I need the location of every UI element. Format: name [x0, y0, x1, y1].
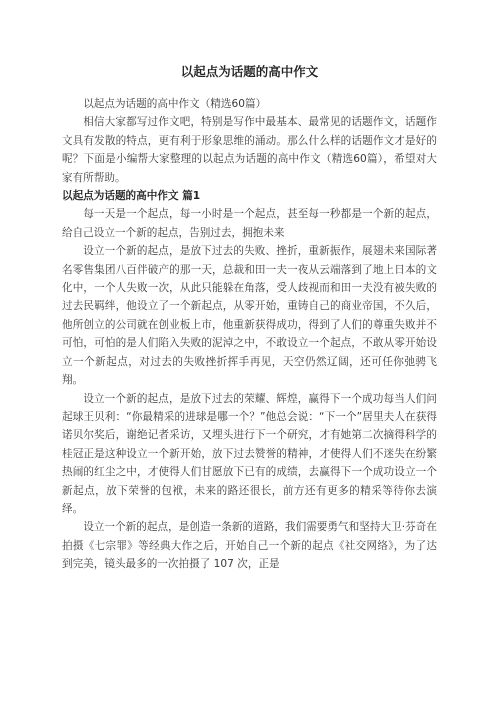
paragraph: 设立一个新的起点，是放下过去的失败、挫折，重新振作，展翅未来国际著名零售集团八百伴破产的那一天，总裁和田一夫一夜从云端落到了地上日本的文化中，一个人失败一次，从此只能躲在角落，受人歧视而和田一夫没有被失败的过去民羁绊，他设立了一个新起点，从零开始，重铸自己的商业帝国，不久后，他所创立的公司就在创业板上市，他重新获得成功，得到了人们的尊重失败并不可怕，可怕的是人们陷入失败的泥淖之中，不敢设立一个起点，不敢从零开始设立一个新起点，对过去的失败挫折挥手再见，天空仍然辽阔，还可任你弛骋飞翔。 [62, 245, 437, 387]
paragraph: 相信大家都写过作文吧，特别是写作中最基本、最常见的话题作文，话题作文具有发散的特点，更有利于形象思维的涌动。那么什么样的话题作文才是好的呢？下面是小编帮大家整理的以起点为话题的高中作文（精选60篇），希望对大家有所帮助。 [62, 116, 437, 184]
paragraph: 以起点为话题的高中作文（精选60篇） [83, 98, 267, 110]
section-heading: 以起点为话题的高中作文 篇1 [62, 190, 201, 203]
paragraph: 设立一个新的起点，是创造一条新的道路，我们需要勇气和坚持大卫·芬奇在拍摄《七宗罪》等经典大作之后，开始自己一个新的起点《社交网络》，为了达到完美，镜头最多的一次拍摄了 107 次，正是 [62, 521, 437, 571]
document-body [62, 95, 437, 574]
paragraph: 每一天是一个起点，每一小时是一个起点，甚至每一秒都是一个新的起点，给自己设立一个新的起点，告别过去，拥抱未来 [62, 208, 437, 239]
paragraph: 设立一个新的起点，是放下过去的荣耀、辉煌，赢得下一个成功每当人们问起球王贝利：“你最精采的进球是哪一个？”他总会说：“下一个”居里夫人在获得诺贝尔奖后，谢绝记者采访，又埋头进行下一个研究，才有她第二次摘得科学的桂冠正是这种设立一个新开始，放下过去赞誉的精神，才使得人们不迷失在纷繁热闹的红尘之中，才使得人们甘愿放下已有的成绩，去赢得下一个成功设立一个新起点，放下荣誉的包袱，未来的路还很长，前方还有更多的精采等待你去演绎。 [62, 392, 437, 515]
document-title: 以起点为话题的高中作文 [180, 64, 319, 79]
